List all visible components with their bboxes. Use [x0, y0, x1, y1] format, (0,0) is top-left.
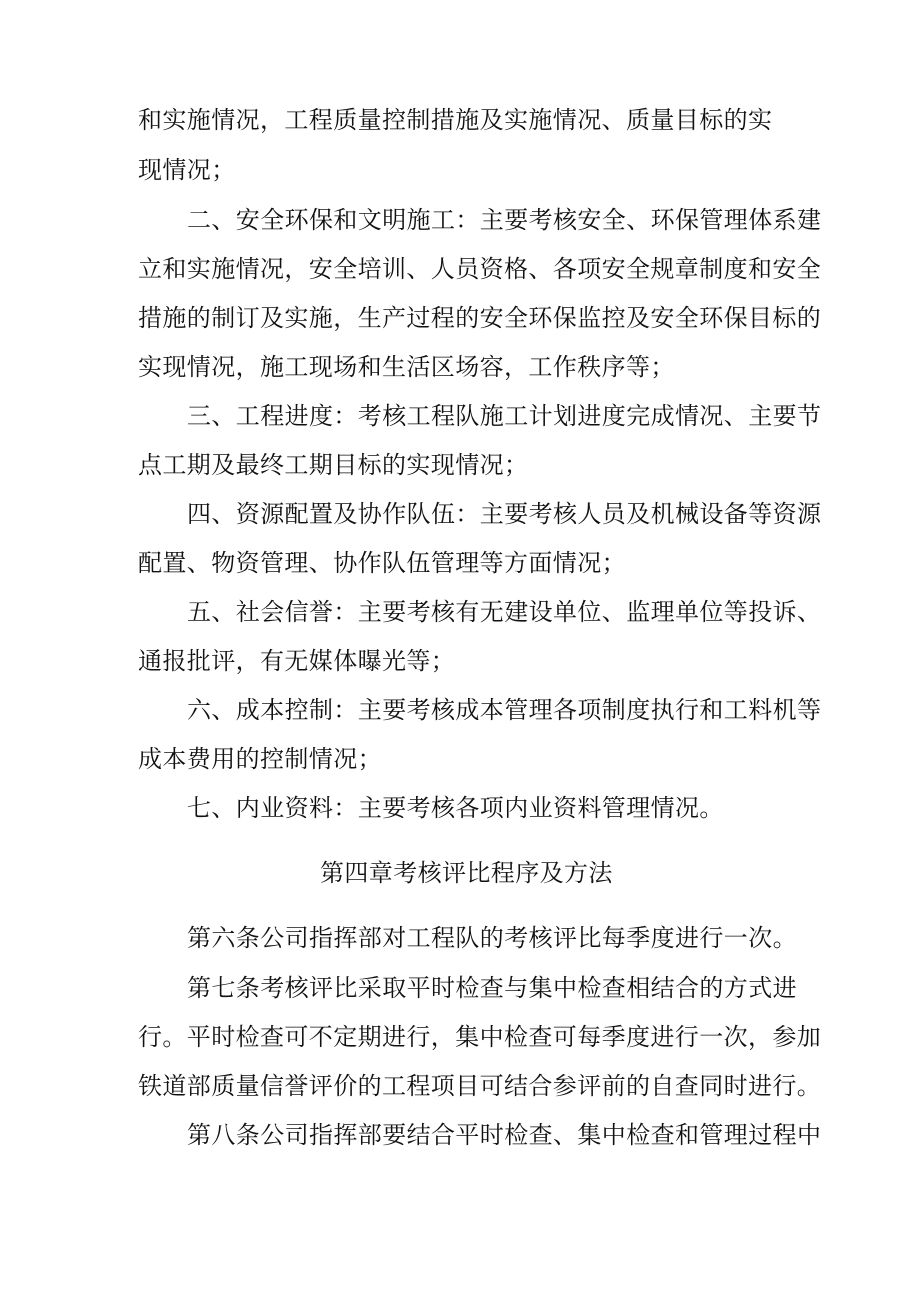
text-line: 立和实施情况，安全培训、人员资格、各项安全规章制度和安全 [138, 255, 822, 283]
chapter-heading: 第四章考核评比程序及方法 [320, 859, 613, 887]
text-line: 成本费用的控制情况； [138, 745, 382, 773]
text-line: 措施的制订及实施，生产过程的安全环保监控及安全环保目标的 [138, 304, 822, 332]
text-line: 二、安全环保和文明施工：主要考核安全、环保管理体系建 [187, 206, 822, 234]
text-line: 行。平时检查可不定期进行，集中检查可每季度进行一次，参加 [138, 1023, 822, 1051]
text-line: 六、成本控制：主要考核成本管理各项制度执行和工料机等 [187, 696, 822, 724]
text-line: 铁道部质量信誉评价的工程项目可结合参评前的自查同时进行。 [138, 1072, 822, 1100]
text-line: 四、资源配置及协作队伍：主要考核人员及机械设备等资源 [187, 500, 822, 528]
text-line: 五、社会信誉：主要考核有无建设单位、监理单位等投诉、 [187, 598, 822, 626]
text-line: 三、工程进度：考核工程队施工计划进度完成情况、主要节 [187, 402, 822, 430]
text-line: 通报批评，有无媒体曝光等； [138, 647, 456, 675]
text-line: 第六条公司指挥部对工程队的考核评比每季度进行一次。 [187, 924, 797, 952]
text-line: 点工期及最终工期目标的实现情况； [138, 451, 529, 479]
text-line: 现情况； [138, 156, 236, 184]
text-line: 配置、物资管理、协作队伍管理等方面情况； [138, 549, 626, 577]
text-line: 第七条考核评比采取平时检查与集中检查相结合的方式进 [187, 974, 797, 1002]
text-line: 和实施情况，工程质量控制措施及实施情况、质量目标的实 [138, 106, 773, 134]
text-line: 第八条公司指挥部要结合平时检查、集中检查和管理过程中 [187, 1121, 822, 1149]
text-line: 七、内业资料：主要考核各项内业资料管理情况。 [187, 794, 724, 822]
text-line: 实现情况，施工现场和生活区场容，工作秩序等； [138, 353, 675, 381]
